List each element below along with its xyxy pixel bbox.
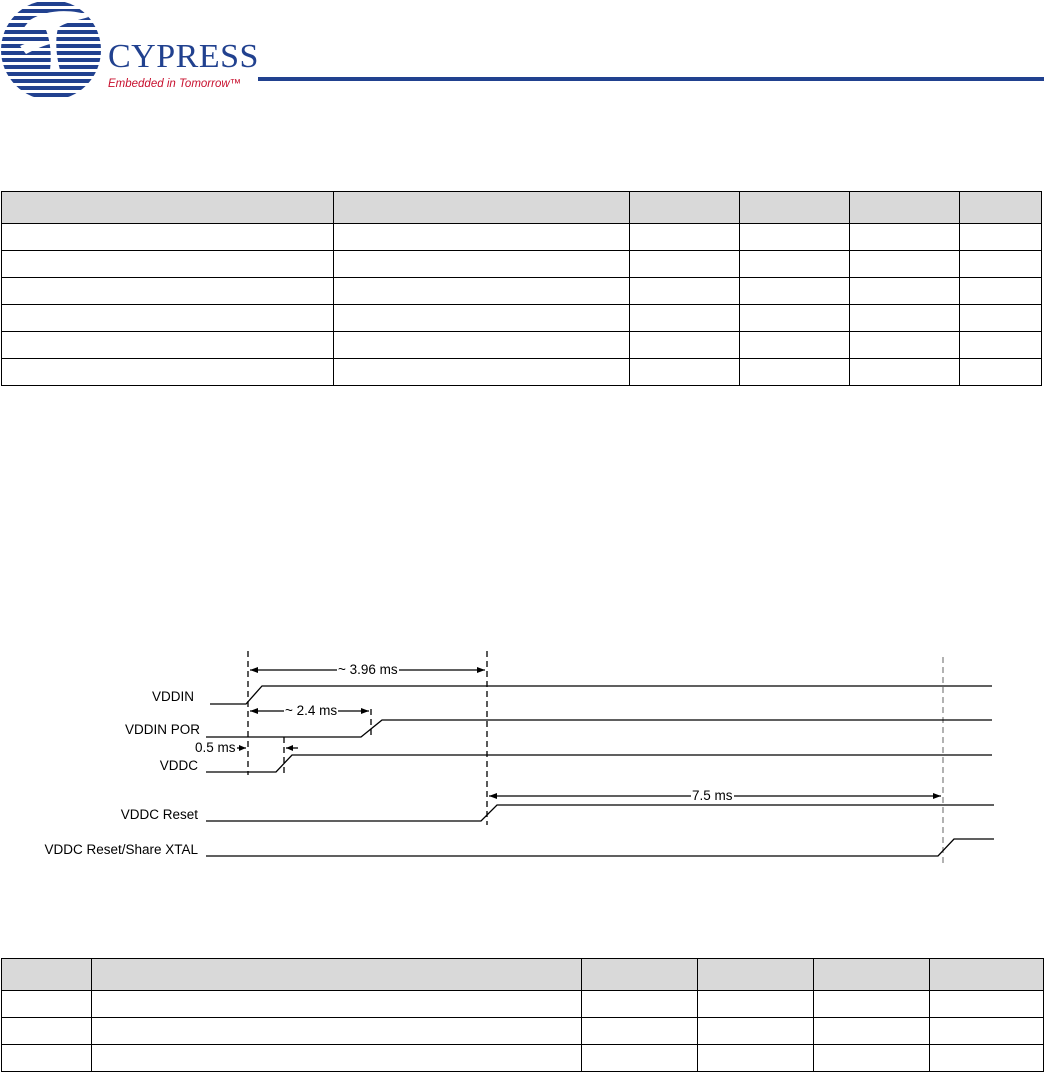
table-cell — [698, 1045, 814, 1072]
table-header-cell — [930, 959, 1044, 991]
table-header-cell — [698, 959, 814, 991]
table-cell — [334, 359, 630, 386]
table-header-cell — [2, 192, 334, 224]
table-row — [2, 1045, 1044, 1072]
waveform-vddc-reset — [206, 805, 994, 821]
table-cell — [630, 332, 740, 359]
table-row — [2, 359, 1042, 386]
logo-tagline: Embedded in Tomorrow™ — [108, 78, 242, 90]
table-cell — [740, 332, 850, 359]
table-cell — [960, 278, 1042, 305]
table-cell — [2, 991, 92, 1018]
table-cell — [740, 359, 850, 386]
table-header-cell — [960, 192, 1042, 224]
table-cell — [2, 359, 334, 386]
table-header-cell — [92, 959, 582, 991]
table-header-row — [2, 959, 1044, 991]
table-cell — [960, 332, 1042, 359]
arrow-head — [250, 708, 258, 714]
signal-label-vddin: VDDIN — [151, 689, 194, 704]
table-cell — [850, 359, 960, 386]
waveform-vddc-reset-share-xtal — [206, 839, 994, 856]
signal-label-vddc-reset-share-xtal: VDDC Reset/Share XTAL — [44, 842, 198, 857]
arrow-head — [477, 667, 485, 673]
logo-wordmark: CYPRESS — [108, 38, 259, 75]
table-cell — [740, 278, 850, 305]
table-cell — [930, 1045, 1044, 1072]
table-cell — [582, 991, 698, 1018]
table-cell — [630, 305, 740, 332]
arrow-head — [489, 793, 497, 799]
signal-label-vddc-reset: VDDC Reset — [120, 807, 198, 822]
arrow-head — [361, 708, 369, 714]
table-cell — [582, 1045, 698, 1072]
table-cell — [850, 332, 960, 359]
table-row — [2, 278, 1042, 305]
table-cell — [960, 305, 1042, 332]
table-header-cell — [582, 959, 698, 991]
table-cell — [630, 278, 740, 305]
page-header — [0, 0, 1044, 110]
annotation-7-5ms: 7.5 ms — [692, 788, 733, 803]
table-cell — [334, 305, 630, 332]
table-cell — [2, 224, 334, 251]
table-cell — [698, 991, 814, 1018]
timing-table — [1, 958, 1044, 1072]
table-row — [2, 1018, 1044, 1045]
arrow-head — [933, 793, 941, 799]
table-cell — [2, 251, 334, 278]
table-cell — [850, 305, 960, 332]
table-cell — [960, 359, 1042, 386]
annotation-2-4ms: ~ 2.4 ms — [285, 703, 338, 718]
table-cell — [2, 1018, 92, 1045]
table-cell — [92, 991, 582, 1018]
table-header-cell — [630, 192, 740, 224]
table-header-cell — [740, 192, 850, 224]
table-cell — [814, 1045, 930, 1072]
table-cell — [582, 1018, 698, 1045]
table-cell — [630, 224, 740, 251]
table-header-cell — [814, 959, 930, 991]
arrow-head — [239, 745, 246, 751]
table-row — [2, 305, 1042, 332]
table-cell — [334, 224, 630, 251]
arrow-head — [286, 745, 293, 751]
table-cell — [2, 278, 334, 305]
table-row — [2, 332, 1042, 359]
cypress-logo — [0, 0, 259, 104]
table-cell — [850, 224, 960, 251]
table-cell — [930, 1018, 1044, 1045]
table-cell — [92, 1045, 582, 1072]
power-up-timing-diagram — [0, 645, 1044, 885]
waveform-vddin — [210, 686, 992, 704]
waveform-vddc — [206, 755, 992, 772]
annotation-3-96ms: ~ 3.96 ms — [338, 662, 398, 677]
table-row — [2, 224, 1042, 251]
table-cell — [630, 251, 740, 278]
table-cell — [630, 359, 740, 386]
table-cell — [850, 251, 960, 278]
signal-label-vddin-por: VDDIN POR — [124, 722, 200, 737]
table-cell — [850, 278, 960, 305]
table-row — [2, 991, 1044, 1018]
arrow-head — [250, 667, 258, 673]
table-cell — [2, 332, 334, 359]
signal-label-vddc: VDDC — [159, 758, 198, 773]
table-cell — [2, 1045, 92, 1072]
waveform-vddin-por — [206, 720, 992, 737]
table-cell — [334, 251, 630, 278]
table-row — [2, 251, 1042, 278]
annotation-0-5ms: 0.5 ms — [195, 740, 236, 755]
table-header-cell — [2, 959, 92, 991]
table-cell — [334, 278, 630, 305]
table-header-cell — [334, 192, 630, 224]
table-cell — [2, 305, 334, 332]
table-cell — [698, 1018, 814, 1045]
table-header-row — [2, 192, 1042, 224]
table-cell — [814, 1018, 930, 1045]
table-cell — [334, 332, 630, 359]
parameter-table — [1, 191, 1042, 386]
table-cell — [740, 251, 850, 278]
table-cell — [930, 991, 1044, 1018]
table-cell — [740, 224, 850, 251]
table-cell — [960, 224, 1042, 251]
table-cell — [960, 251, 1042, 278]
header-rule — [258, 77, 1044, 81]
table-cell — [740, 305, 850, 332]
table-header-cell — [850, 192, 960, 224]
table-cell — [92, 1018, 582, 1045]
table-cell — [814, 991, 930, 1018]
